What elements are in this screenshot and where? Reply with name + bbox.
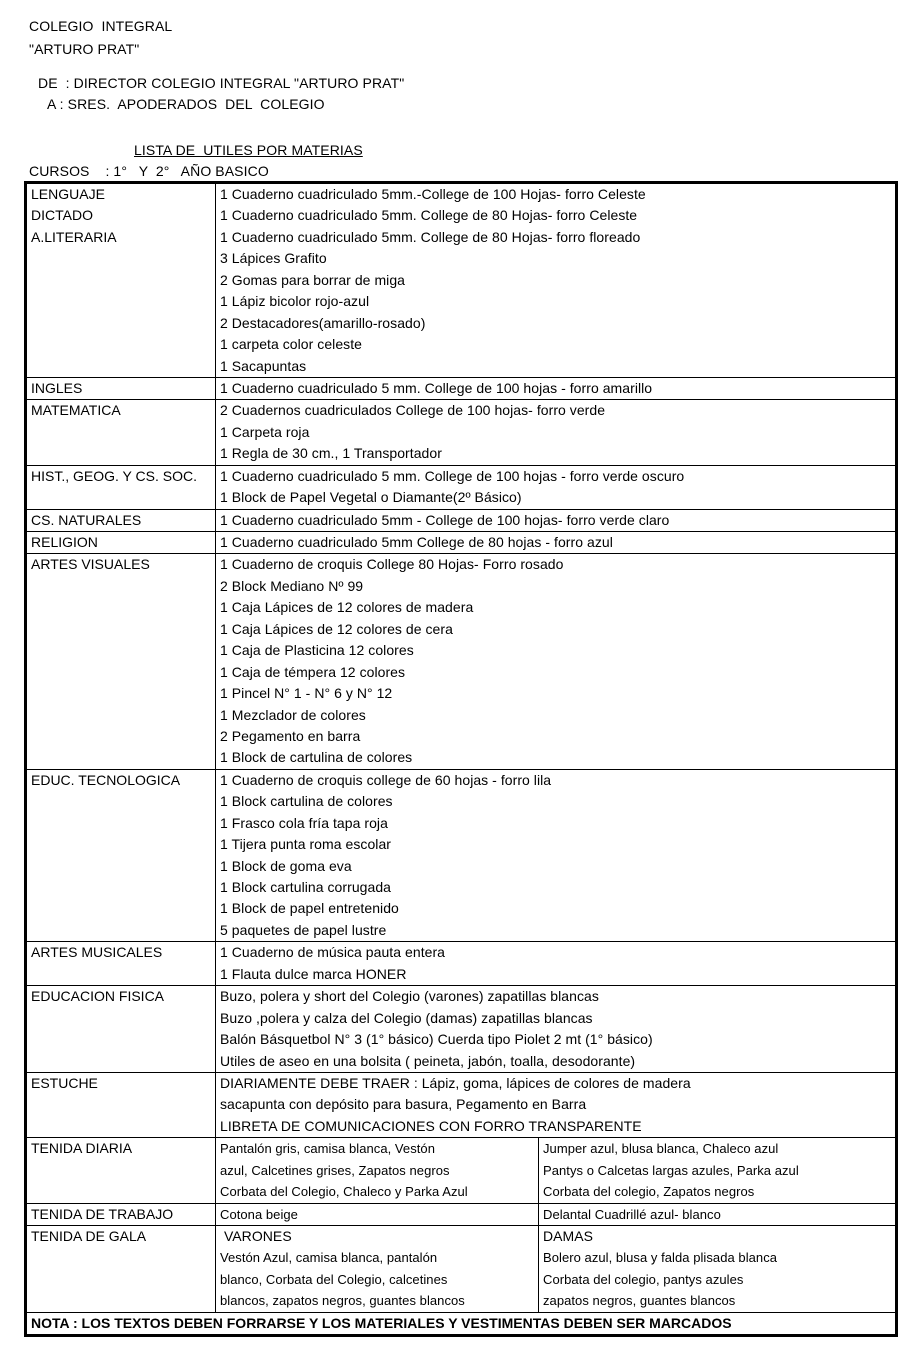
- supply-item: 2 Block Mediano Nº 99: [220, 577, 364, 594]
- supply-item: 2 Destacadores(amarillo-rosado): [220, 314, 426, 331]
- supply-item: 2 Pegamento en barra: [220, 727, 361, 744]
- subject-items-cell: [216, 942, 897, 986]
- supply-item: Utiles de aseo en una bolsita ( peineta, jabón, toalla, desodorante): [220, 1052, 636, 1069]
- uniform-name: TENIDA DE TRABAJO: [31, 1205, 174, 1222]
- supply-item: 1 Cuaderno cuadriculado 5 mm. College de 100 hojas - forro amarillo: [220, 379, 653, 396]
- supply-item: 1 Cuaderno cuadriculado 5mm. College de 80 Hojas- forro Celeste: [220, 207, 638, 224]
- supply-item: 1 Block de goma eva: [220, 857, 352, 874]
- uniform-row: [26, 1138, 897, 1203]
- uniform-name: TENIDA DIARIA: [31, 1140, 133, 1157]
- supply-item: Balón Básquetbol N° 3 (1° básico) Cuerda tipo Piolet 2 mt (1° básico): [220, 1031, 653, 1048]
- supply-item: 1 Tijera punta roma escolar: [220, 836, 391, 853]
- boys-uniform-item: Vestón Azul, camisa blanca, pantalón: [220, 1250, 438, 1266]
- subject-name-cell: [26, 769, 216, 942]
- subject-name-cell: [26, 532, 216, 554]
- note-text: NOTA : LOS TEXTOS DEBEN FORRARSE Y LOS MATERIALES Y VESTIMENTAS DEBEN SER MARCADOS: [26, 1312, 897, 1335]
- subject-items-cell: [216, 509, 897, 531]
- subject-name-cell: [26, 942, 216, 986]
- supply-item: 1 Block cartulina corrugada: [220, 879, 391, 895]
- subject-items-cell: [216, 465, 897, 509]
- subject-items-cell: [216, 377, 897, 399]
- subject-name-cell: [26, 400, 216, 465]
- supply-item: 1 Lápiz bicolor rojo-azul: [220, 293, 370, 310]
- uniform-name: TENIDA DE GALA: [31, 1228, 147, 1244]
- supply-item: 1 Caja de témpera 12 colores: [220, 663, 406, 680]
- girls-uniform-item: Bolero azul, blusa y falda plisada blanca: [543, 1250, 778, 1266]
- uniform-girls-cell: [539, 1138, 897, 1203]
- subject-row: [26, 183, 897, 378]
- supply-item: 3 Lápices Grafito: [220, 250, 327, 267]
- supply-item: 1 Cuaderno de música pauta entera: [220, 944, 446, 961]
- supply-item: 1 Cuaderno cuadriculado 5mm.-College de 100 Hojas- forro Celeste: [220, 186, 646, 202]
- girls-heading: DAMAS: [543, 1228, 594, 1244]
- uniform-boys-cell: [216, 1226, 539, 1313]
- uniform-boys-cell: [216, 1138, 539, 1203]
- subject-row: [26, 400, 897, 465]
- subject-name: INGLES: [31, 379, 83, 396]
- subject-row: [26, 509, 897, 531]
- supply-item: 1 Carpeta roja: [220, 423, 310, 440]
- supply-item: 1 Block cartulina de colores: [220, 793, 393, 810]
- supply-item: sacapunta con depósito para basura, Pegamento en Barra: [220, 1096, 587, 1113]
- subject-name: LENGUAJE: [31, 186, 105, 202]
- boys-uniform-item: blanco, Corbata del Colegio, calcetines: [220, 1271, 448, 1287]
- subject-name: EDUCACION FISICA: [31, 988, 165, 1005]
- supply-item: 1 Cuaderno cuadriculado 5 mm. College de 100 hojas - forro verde oscuro: [220, 467, 685, 484]
- from-line: DE : DIRECTOR COLEGIO INTEGRAL "ARTURO PRAT": [38, 75, 405, 91]
- subject-row: [26, 1072, 897, 1137]
- subject-row: [26, 769, 897, 942]
- subject-items-cell: [216, 554, 897, 769]
- subject-name: HIST., GEOG. Y CS. SOC.: [31, 467, 197, 484]
- subject-name-cell: [26, 183, 216, 378]
- courses-line: CURSOS : 1° Y 2° AÑO BASICO: [29, 163, 269, 179]
- list-title: LISTA DE UTILES POR MATERIAS: [134, 142, 363, 158]
- supply-item: 1 carpeta color celeste: [220, 336, 363, 353]
- subject-items-cell: [216, 1072, 897, 1137]
- supply-item: 1 Cuaderno de croquis College 80 Hojas- Forro rosado: [220, 556, 564, 573]
- girls-uniform-item: Pantys o Calcetas largas azules, Parka azul: [543, 1162, 799, 1178]
- subject-name-cell: [26, 554, 216, 769]
- subject-name: CS. NATURALES: [31, 511, 142, 528]
- to-line: A : SRES. APODERADOS DEL COLEGIO: [47, 96, 325, 112]
- supply-item: 1 Caja Lápices de 12 colores de madera: [220, 599, 474, 616]
- boys-uniform-item: blancos, zapatos negros, guantes blancos: [220, 1293, 465, 1309]
- uniform-boys-cell: [216, 1203, 539, 1225]
- subject-row: [26, 986, 897, 1073]
- subject-name: MATEMATICA: [31, 402, 121, 419]
- subject-items-cell: [216, 532, 897, 554]
- supply-item: 1 Cuaderno cuadriculado 5mm College de 80 hojas - forro azul: [220, 534, 613, 550]
- uniform-name-cell: [26, 1138, 216, 1203]
- supply-item: 1 Regla de 30 cm., 1 Transportador: [220, 445, 442, 462]
- supply-item: 1 Sacapuntas: [220, 357, 307, 374]
- subject-row: [26, 942, 897, 986]
- subject-items-cell: [216, 769, 897, 942]
- boys-uniform-item: Pantalón gris, camisa blanca, Vestón: [220, 1141, 435, 1157]
- supply-item: 1 Block de Papel Vegetal o Diamante(2º Básico): [220, 489, 522, 506]
- uniform-row: [26, 1226, 897, 1313]
- subject-name: ARTES VISUALES: [31, 556, 150, 573]
- supplies-table: [24, 181, 898, 1337]
- uniform-name-cell: [26, 1226, 216, 1313]
- subject-name: RELIGION: [31, 534, 98, 550]
- supply-item: 1 Frasco cola fría tapa roja: [220, 814, 388, 831]
- uniform-name-cell: [26, 1203, 216, 1225]
- supply-item: 1 Mezclador de colores: [220, 706, 366, 723]
- supply-item: Buzo ,polera y calza del Colegio (damas) zapatillas blancas: [220, 1009, 593, 1026]
- uniform-row: [26, 1203, 897, 1225]
- supply-item: 1 Caja Lápices de 12 colores de cera: [220, 620, 453, 637]
- uniform-girls-cell: [539, 1203, 897, 1225]
- girls-uniform-item: zapatos negros, guantes blancos: [543, 1293, 736, 1309]
- supply-item: Buzo, polera y short del Colegio (varones) zapatillas blancas: [220, 988, 599, 1005]
- subject-name-cell: [26, 377, 216, 399]
- boys-uniform-item: Corbata del Colegio, Chaleco y Parka Azul: [220, 1184, 468, 1200]
- subject-name-cell: [26, 986, 216, 1073]
- boys-uniform-item: azul, Calcetines grises, Zapatos negros: [220, 1162, 450, 1178]
- supply-item: 1 Caja de Plasticina 12 colores: [220, 642, 414, 659]
- subject-items-cell: [216, 986, 897, 1073]
- subject-name-cell: [26, 509, 216, 531]
- subject-name: EDUC. TECNOLOGICA: [31, 771, 181, 788]
- boys-uniform-item: Cotona beige: [220, 1206, 298, 1222]
- supply-item: 5 paquetes de papel lustre: [220, 921, 387, 938]
- girls-uniform-item: Jumper azul, blusa blanca, Chaleco azul: [543, 1141, 779, 1157]
- supply-item: 2 Gomas para borrar de miga: [220, 271, 405, 288]
- girls-uniform-item: Delantal Cuadrillé azul- blanco: [543, 1206, 721, 1222]
- subject-name: DICTADO: [31, 207, 93, 224]
- subject-name: A.LITERARIA: [31, 228, 117, 245]
- subject-items-cell: [216, 183, 897, 378]
- school-name-line2: "ARTURO PRAT": [29, 41, 140, 57]
- note-row: [26, 1312, 897, 1335]
- subject-items-cell: [216, 400, 897, 465]
- subject-name: ESTUCHE: [31, 1074, 98, 1091]
- supply-item: DIARIAMENTE DEBE TRAER : Lápiz, goma, lápices de colores de madera: [220, 1074, 691, 1091]
- supply-item: 1 Pincel N° 1 - N° 6 y N° 12: [220, 685, 393, 702]
- supply-item: 1 Cuaderno de croquis college de 60 hojas - forro lila: [220, 771, 552, 788]
- girls-uniform-item: Corbata del colegio, Zapatos negros: [543, 1184, 755, 1200]
- subject-name: ARTES MUSICALES: [31, 944, 163, 961]
- subject-row: [26, 532, 897, 554]
- uniform-girls-cell: [539, 1226, 897, 1313]
- supply-item: 1 Flauta dulce marca HONER: [220, 965, 407, 982]
- supply-item: 1 Cuaderno cuadriculado 5mm. College de 80 Hojas- forro floreado: [220, 228, 641, 245]
- subject-row: [26, 554, 897, 769]
- supply-item: 2 Cuadernos cuadriculados College de 100 hojas- forro verde: [220, 402, 606, 419]
- supply-item: LIBRETA DE COMUNICACIONES CON FORRO TRANSPARENTE: [220, 1117, 642, 1134]
- subject-row: [26, 465, 897, 509]
- subject-name-cell: [26, 1072, 216, 1137]
- subject-row: [26, 377, 897, 399]
- supply-item: 1 Block de cartulina de colores: [220, 749, 413, 766]
- supply-item: 1 Block de papel entretenido: [220, 900, 399, 917]
- supply-item: 1 Cuaderno cuadriculado 5mm - College de 100 hojas- forro verde claro: [220, 511, 670, 528]
- subject-name-cell: [26, 465, 216, 509]
- school-name-line1: COLEGIO INTEGRAL: [29, 18, 173, 34]
- girls-uniform-item: Corbata del colegio, pantys azules: [543, 1271, 744, 1287]
- boys-heading: VARONES: [220, 1228, 292, 1244]
